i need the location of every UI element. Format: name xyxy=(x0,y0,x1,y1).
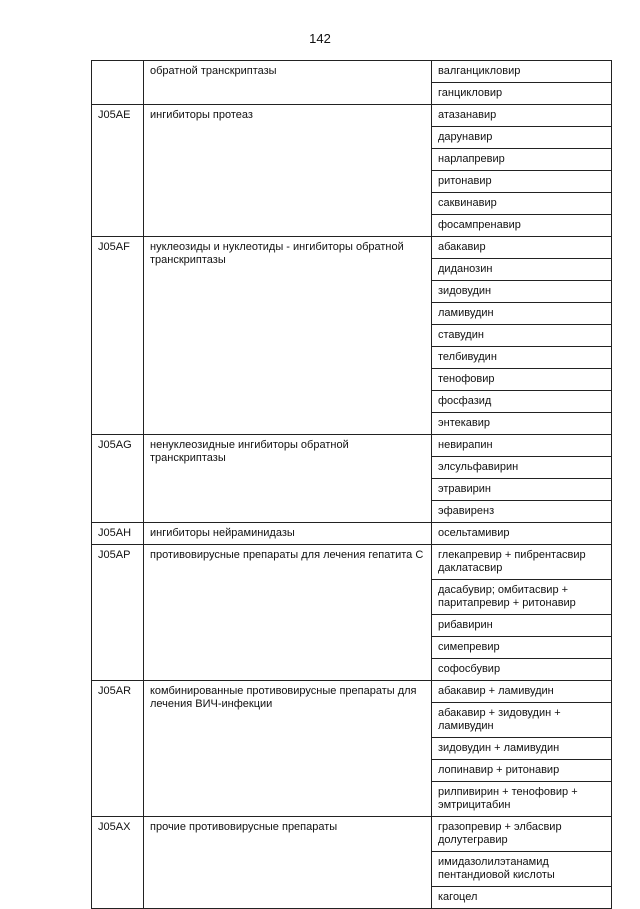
drug-name-cell: абакавир xyxy=(432,237,612,259)
drug-name-cell: симепревир xyxy=(432,637,612,659)
drug-name-cell: невирапин xyxy=(432,435,612,457)
drug-name-cell: фосфазид xyxy=(432,391,612,413)
drug-name-cell: лопинавир + ритонавир xyxy=(432,760,612,782)
drug-group-cell: нуклеозиды и нуклеотиды - ингибиторы обратной транскриптазы xyxy=(144,237,432,435)
drug-name-cell: энтекавир xyxy=(432,413,612,435)
atc-code-cell: J05AE xyxy=(92,105,144,237)
drug-name-cell: ганцикловир xyxy=(432,83,612,105)
drug-name-cell: зидовудин xyxy=(432,281,612,303)
table-row xyxy=(92,523,612,545)
drug-name-cell: диданозин xyxy=(432,259,612,281)
drug-name-cell: тенофовир xyxy=(432,369,612,391)
drug-group-cell: ненуклеозидные ингибиторы обратной транскриптазы xyxy=(144,435,432,523)
atc-code-cell: J05AR xyxy=(92,681,144,817)
drug-name-cell: гразопревир + элбасвир долутегравир xyxy=(432,817,612,852)
drug-name-cell: элсульфавирин xyxy=(432,457,612,479)
drug-classification-table xyxy=(91,60,612,909)
drug-name-cell: глекапревир + пибрентасвир даклатасвир xyxy=(432,545,612,580)
atc-code-cell: J05AP xyxy=(92,545,144,681)
table-row xyxy=(92,61,612,83)
drug-name-cell: фосампренавир xyxy=(432,215,612,237)
drug-name-cell: саквинавир xyxy=(432,193,612,215)
drug-name-cell: ритонавир xyxy=(432,171,612,193)
drug-group-cell: комбинированные противовирусные препараты для лечения ВИЧ-инфекции xyxy=(144,681,432,817)
drug-name-cell: кагоцел xyxy=(432,887,612,909)
drug-name-cell: нарлапревир xyxy=(432,149,612,171)
drug-name-cell: телбивудин xyxy=(432,347,612,369)
atc-code-cell: J05AH xyxy=(92,523,144,545)
table-row xyxy=(92,681,612,703)
drug-group-cell: противовирусные препараты для лечения гепатита С xyxy=(144,545,432,681)
atc-code-cell: J05AF xyxy=(92,237,144,435)
page-number: 142 xyxy=(309,31,331,46)
table-body xyxy=(92,61,612,909)
drug-name-cell: эфавиренз xyxy=(432,501,612,523)
drug-name-cell: рилпивирин + тенофовир + эмтрицитабин xyxy=(432,782,612,817)
table-row xyxy=(92,545,612,580)
atc-code-cell: J05AX xyxy=(92,817,144,909)
atc-code-cell xyxy=(92,61,144,105)
drug-group-cell: обратной транскриптазы xyxy=(144,61,432,105)
drug-name-cell: абакавир + зидовудин + ламивудин xyxy=(432,703,612,738)
table-row xyxy=(92,105,612,127)
drug-name-cell: ставудин xyxy=(432,325,612,347)
atc-code-cell: J05AG xyxy=(92,435,144,523)
table-row xyxy=(92,817,612,852)
drug-name-cell: имидазолилэтанамид пентандиовой кислоты xyxy=(432,852,612,887)
drug-name-cell: абакавир + ламивудин xyxy=(432,681,612,703)
drug-name-cell: дасабувир; омбитасвир + паритапревир + ритонавир xyxy=(432,580,612,615)
drug-group-cell: ингибиторы протеаз xyxy=(144,105,432,237)
drug-name-cell: дарунавир xyxy=(432,127,612,149)
drug-group-cell: ингибиторы нейраминидазы xyxy=(144,523,432,545)
table-row xyxy=(92,237,612,259)
drug-name-cell: валганцикловир xyxy=(432,61,612,83)
drug-name-cell: атазанавир xyxy=(432,105,612,127)
drug-name-cell: зидовудин + ламивудин xyxy=(432,738,612,760)
drug-name-cell: софосбувир xyxy=(432,659,612,681)
drug-name-cell: этравирин xyxy=(432,479,612,501)
table-row xyxy=(92,435,612,457)
drug-name-cell: осельтамивир xyxy=(432,523,612,545)
drug-group-cell: прочие противовирусные препараты xyxy=(144,817,432,909)
drug-name-cell: ламивудин xyxy=(432,303,612,325)
drug-name-cell: рибавирин xyxy=(432,615,612,637)
